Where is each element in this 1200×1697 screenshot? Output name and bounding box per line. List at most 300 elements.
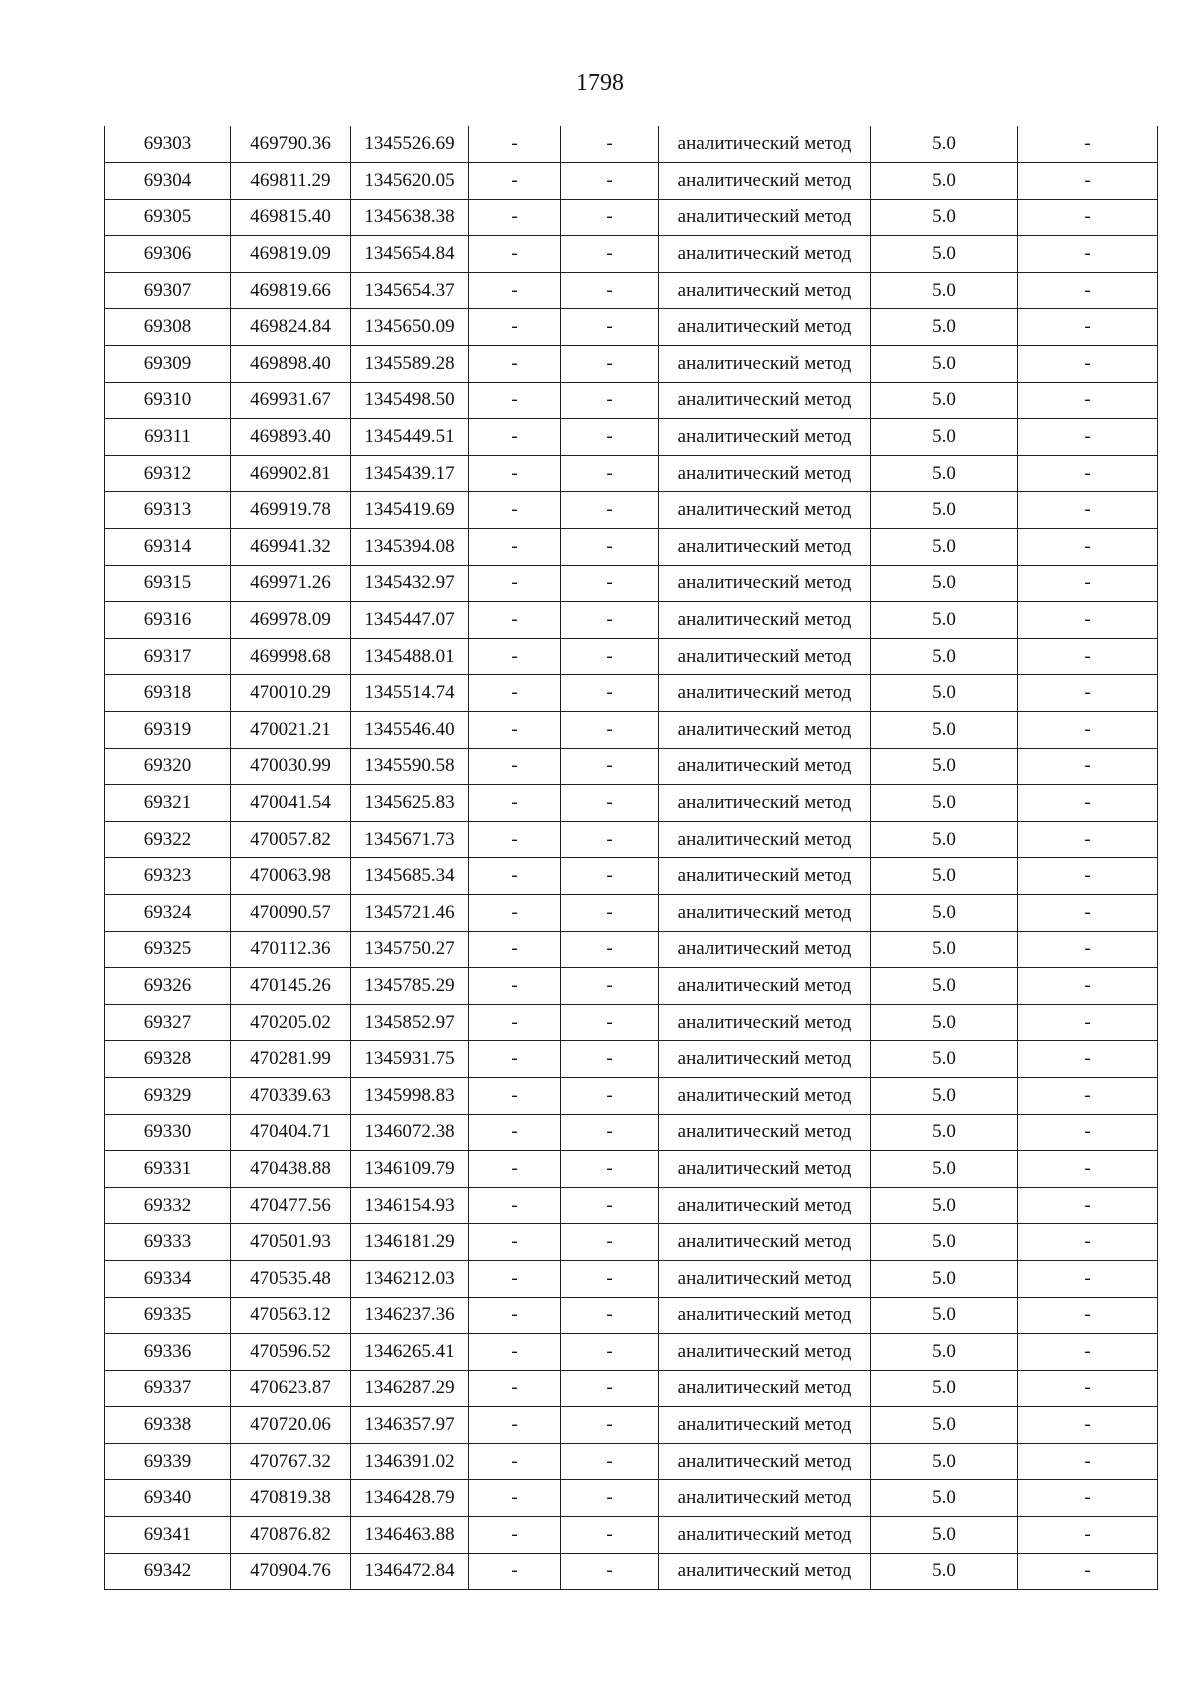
dash-cell-2: - xyxy=(561,236,659,273)
accuracy-cell: 5.0 xyxy=(871,1443,1018,1480)
y-coordinate-cell: 1345590.58 xyxy=(351,748,469,785)
y-coordinate-cell: 1345449.51 xyxy=(351,419,469,456)
dash-cell-1: - xyxy=(469,1260,561,1297)
dash-cell-1: - xyxy=(469,638,561,675)
method-cell: аналитический метод xyxy=(659,1114,871,1151)
y-coordinate-cell: 1346237.36 xyxy=(351,1297,469,1334)
y-coordinate-cell: 1345685.34 xyxy=(351,858,469,895)
point-number-cell: 69303 xyxy=(105,126,231,163)
accuracy-cell: 5.0 xyxy=(871,1334,1018,1371)
dash-cell-2: - xyxy=(561,382,659,419)
table-row xyxy=(105,199,1158,236)
x-coordinate-cell: 470563.12 xyxy=(231,1297,351,1334)
accuracy-cell: 5.0 xyxy=(871,199,1018,236)
x-coordinate-cell: 470145.26 xyxy=(231,968,351,1005)
method-cell: аналитический метод xyxy=(659,894,871,931)
dash-cell-2: - xyxy=(561,894,659,931)
dash-cell-1: - xyxy=(469,163,561,200)
accuracy-cell: 5.0 xyxy=(871,455,1018,492)
point-number-cell: 69331 xyxy=(105,1151,231,1188)
point-number-cell: 69337 xyxy=(105,1370,231,1407)
table-row xyxy=(105,492,1158,529)
accuracy-cell: 5.0 xyxy=(871,748,1018,785)
point-number-cell: 69317 xyxy=(105,638,231,675)
dash-cell-1: - xyxy=(469,1517,561,1554)
dash-cell-2: - xyxy=(561,126,659,163)
dash-cell-3: - xyxy=(1018,126,1158,163)
table-row xyxy=(105,1114,1158,1151)
point-number-cell: 69334 xyxy=(105,1260,231,1297)
y-coordinate-cell: 1345785.29 xyxy=(351,968,469,1005)
dash-cell-2: - xyxy=(561,1004,659,1041)
x-coordinate-cell: 470767.32 xyxy=(231,1443,351,1480)
accuracy-cell: 5.0 xyxy=(871,894,1018,931)
x-coordinate-cell: 470057.82 xyxy=(231,821,351,858)
x-coordinate-cell: 470720.06 xyxy=(231,1407,351,1444)
dash-cell-2: - xyxy=(561,748,659,785)
method-cell: аналитический метод xyxy=(659,346,871,383)
accuracy-cell: 5.0 xyxy=(871,236,1018,273)
dash-cell-1: - xyxy=(469,675,561,712)
accuracy-cell: 5.0 xyxy=(871,529,1018,566)
table-row xyxy=(105,272,1158,309)
dash-cell-2: - xyxy=(561,1151,659,1188)
table-row xyxy=(105,1041,1158,1078)
table-row xyxy=(105,1297,1158,1334)
accuracy-cell: 5.0 xyxy=(871,638,1018,675)
dash-cell-2: - xyxy=(561,1187,659,1224)
method-cell: аналитический метод xyxy=(659,126,871,163)
y-coordinate-cell: 1346072.38 xyxy=(351,1114,469,1151)
dash-cell-3: - xyxy=(1018,1260,1158,1297)
accuracy-cell: 5.0 xyxy=(871,858,1018,895)
dash-cell-3: - xyxy=(1018,1041,1158,1078)
accuracy-cell: 5.0 xyxy=(871,931,1018,968)
y-coordinate-cell: 1345620.05 xyxy=(351,163,469,200)
point-number-cell: 69314 xyxy=(105,529,231,566)
dash-cell-1: - xyxy=(469,419,561,456)
dash-cell-2: - xyxy=(561,931,659,968)
method-cell: аналитический метод xyxy=(659,1517,871,1554)
dash-cell-1: - xyxy=(469,1443,561,1480)
dash-cell-3: - xyxy=(1018,1004,1158,1041)
y-coordinate-cell: 1346181.29 xyxy=(351,1224,469,1261)
table-row xyxy=(105,748,1158,785)
dash-cell-3: - xyxy=(1018,602,1158,639)
y-coordinate-cell: 1346428.79 xyxy=(351,1480,469,1517)
method-cell: аналитический метод xyxy=(659,675,871,712)
method-cell: аналитический метод xyxy=(659,1297,871,1334)
y-coordinate-cell: 1345447.07 xyxy=(351,602,469,639)
table-row xyxy=(105,1224,1158,1261)
point-number-cell: 69326 xyxy=(105,968,231,1005)
method-cell: аналитический метод xyxy=(659,1224,871,1261)
method-cell: аналитический метод xyxy=(659,492,871,529)
dash-cell-2: - xyxy=(561,565,659,602)
point-number-cell: 69328 xyxy=(105,1041,231,1078)
dash-cell-3: - xyxy=(1018,455,1158,492)
dash-cell-2: - xyxy=(561,492,659,529)
y-coordinate-cell: 1345852.97 xyxy=(351,1004,469,1041)
point-number-cell: 69316 xyxy=(105,602,231,639)
dash-cell-1: - xyxy=(469,821,561,858)
method-cell: аналитический метод xyxy=(659,1334,871,1371)
table-row xyxy=(105,565,1158,602)
table-row xyxy=(105,821,1158,858)
dash-cell-1: - xyxy=(469,236,561,273)
dash-cell-3: - xyxy=(1018,1370,1158,1407)
accuracy-cell: 5.0 xyxy=(871,1077,1018,1114)
dash-cell-2: - xyxy=(561,858,659,895)
dash-cell-3: - xyxy=(1018,1187,1158,1224)
accuracy-cell: 5.0 xyxy=(871,821,1018,858)
point-number-cell: 69340 xyxy=(105,1480,231,1517)
dash-cell-1: - xyxy=(469,309,561,346)
dash-cell-3: - xyxy=(1018,1077,1158,1114)
x-coordinate-cell: 470404.71 xyxy=(231,1114,351,1151)
y-coordinate-cell: 1345498.50 xyxy=(351,382,469,419)
y-coordinate-cell: 1345998.83 xyxy=(351,1077,469,1114)
x-coordinate-cell: 469824.84 xyxy=(231,309,351,346)
table-row xyxy=(105,419,1158,456)
accuracy-cell: 5.0 xyxy=(871,602,1018,639)
dash-cell-2: - xyxy=(561,272,659,309)
table-row xyxy=(105,675,1158,712)
point-number-cell: 69332 xyxy=(105,1187,231,1224)
y-coordinate-cell: 1345439.17 xyxy=(351,455,469,492)
dash-cell-1: - xyxy=(469,1041,561,1078)
dash-cell-1: - xyxy=(469,712,561,749)
method-cell: аналитический метод xyxy=(659,565,871,602)
method-cell: аналитический метод xyxy=(659,712,871,749)
accuracy-cell: 5.0 xyxy=(871,1370,1018,1407)
dash-cell-3: - xyxy=(1018,272,1158,309)
dash-cell-3: - xyxy=(1018,565,1158,602)
point-number-cell: 69304 xyxy=(105,163,231,200)
accuracy-cell: 5.0 xyxy=(871,1297,1018,1334)
dash-cell-2: - xyxy=(561,602,659,639)
accuracy-cell: 5.0 xyxy=(871,968,1018,1005)
table-row xyxy=(105,1443,1158,1480)
point-number-cell: 69333 xyxy=(105,1224,231,1261)
method-cell: аналитический метод xyxy=(659,199,871,236)
method-cell: аналитический метод xyxy=(659,602,871,639)
dash-cell-3: - xyxy=(1018,748,1158,785)
dash-cell-2: - xyxy=(561,1077,659,1114)
dash-cell-3: - xyxy=(1018,675,1158,712)
dash-cell-3: - xyxy=(1018,712,1158,749)
table-row xyxy=(105,712,1158,749)
y-coordinate-cell: 1345526.69 xyxy=(351,126,469,163)
page-number: 1798 xyxy=(576,70,624,96)
y-coordinate-cell: 1345654.84 xyxy=(351,236,469,273)
dash-cell-3: - xyxy=(1018,785,1158,822)
point-number-cell: 69341 xyxy=(105,1517,231,1554)
y-coordinate-cell: 1346265.41 xyxy=(351,1334,469,1371)
method-cell: аналитический метод xyxy=(659,638,871,675)
table-row xyxy=(105,1370,1158,1407)
point-number-cell: 69342 xyxy=(105,1553,231,1590)
accuracy-cell: 5.0 xyxy=(871,382,1018,419)
dash-cell-3: - xyxy=(1018,638,1158,675)
dash-cell-3: - xyxy=(1018,858,1158,895)
dash-cell-1: - xyxy=(469,1077,561,1114)
dash-cell-1: - xyxy=(469,1004,561,1041)
dash-cell-2: - xyxy=(561,821,659,858)
dash-cell-1: - xyxy=(469,1151,561,1188)
table-row xyxy=(105,309,1158,346)
accuracy-cell: 5.0 xyxy=(871,163,1018,200)
method-cell: аналитический метод xyxy=(659,968,871,1005)
dash-cell-2: - xyxy=(561,529,659,566)
x-coordinate-cell: 470010.29 xyxy=(231,675,351,712)
table-row xyxy=(105,1553,1158,1590)
dash-cell-3: - xyxy=(1018,1480,1158,1517)
dash-cell-2: - xyxy=(561,1224,659,1261)
dash-cell-2: - xyxy=(561,1517,659,1554)
method-cell: аналитический метод xyxy=(659,309,871,346)
dash-cell-3: - xyxy=(1018,1334,1158,1371)
dash-cell-3: - xyxy=(1018,931,1158,968)
dash-cell-2: - xyxy=(561,309,659,346)
dash-cell-2: - xyxy=(561,1334,659,1371)
y-coordinate-cell: 1346463.88 xyxy=(351,1517,469,1554)
point-number-cell: 69319 xyxy=(105,712,231,749)
method-cell: аналитический метод xyxy=(659,1004,871,1041)
x-coordinate-cell: 470030.99 xyxy=(231,748,351,785)
dash-cell-3: - xyxy=(1018,199,1158,236)
y-coordinate-cell: 1345419.69 xyxy=(351,492,469,529)
point-number-cell: 69330 xyxy=(105,1114,231,1151)
point-number-cell: 69327 xyxy=(105,1004,231,1041)
point-number-cell: 69329 xyxy=(105,1077,231,1114)
x-coordinate-cell: 469815.40 xyxy=(231,199,351,236)
dash-cell-1: - xyxy=(469,529,561,566)
y-coordinate-cell: 1346357.97 xyxy=(351,1407,469,1444)
point-number-cell: 69315 xyxy=(105,565,231,602)
dash-cell-1: - xyxy=(469,931,561,968)
table-row xyxy=(105,1187,1158,1224)
dash-cell-2: - xyxy=(561,455,659,492)
method-cell: аналитический метод xyxy=(659,1260,871,1297)
table-row xyxy=(105,455,1158,492)
table-row xyxy=(105,382,1158,419)
accuracy-cell: 5.0 xyxy=(871,492,1018,529)
accuracy-cell: 5.0 xyxy=(871,1480,1018,1517)
accuracy-cell: 5.0 xyxy=(871,1187,1018,1224)
dash-cell-2: - xyxy=(561,712,659,749)
table-row xyxy=(105,1517,1158,1554)
point-number-cell: 69306 xyxy=(105,236,231,273)
point-number-cell: 69318 xyxy=(105,675,231,712)
dash-cell-3: - xyxy=(1018,382,1158,419)
x-coordinate-cell: 470477.56 xyxy=(231,1187,351,1224)
x-coordinate-cell: 470339.63 xyxy=(231,1077,351,1114)
dash-cell-3: - xyxy=(1018,1517,1158,1554)
x-coordinate-cell: 469893.40 xyxy=(231,419,351,456)
x-coordinate-cell: 469971.26 xyxy=(231,565,351,602)
dash-cell-3: - xyxy=(1018,1151,1158,1188)
dash-cell-2: - xyxy=(561,1553,659,1590)
accuracy-cell: 5.0 xyxy=(871,1041,1018,1078)
table-row xyxy=(105,1151,1158,1188)
dash-cell-2: - xyxy=(561,675,659,712)
dash-cell-1: - xyxy=(469,492,561,529)
accuracy-cell: 5.0 xyxy=(871,1407,1018,1444)
table-row xyxy=(105,1077,1158,1114)
y-coordinate-cell: 1345654.37 xyxy=(351,272,469,309)
dash-cell-1: - xyxy=(469,272,561,309)
point-number-cell: 69325 xyxy=(105,931,231,968)
x-coordinate-cell: 470205.02 xyxy=(231,1004,351,1041)
dash-cell-2: - xyxy=(561,1260,659,1297)
dash-cell-1: - xyxy=(469,894,561,931)
x-coordinate-cell: 470501.93 xyxy=(231,1224,351,1261)
method-cell: аналитический метод xyxy=(659,455,871,492)
point-number-cell: 69308 xyxy=(105,309,231,346)
dash-cell-1: - xyxy=(469,785,561,822)
point-number-cell: 69339 xyxy=(105,1443,231,1480)
x-coordinate-cell: 469819.09 xyxy=(231,236,351,273)
y-coordinate-cell: 1345625.83 xyxy=(351,785,469,822)
x-coordinate-cell: 470876.82 xyxy=(231,1517,351,1554)
method-cell: аналитический метод xyxy=(659,1553,871,1590)
dash-cell-1: - xyxy=(469,858,561,895)
x-coordinate-cell: 470281.99 xyxy=(231,1041,351,1078)
y-coordinate-cell: 1345931.75 xyxy=(351,1041,469,1078)
x-coordinate-cell: 469811.29 xyxy=(231,163,351,200)
x-coordinate-cell: 469978.09 xyxy=(231,602,351,639)
method-cell: аналитический метод xyxy=(659,821,871,858)
method-cell: аналитический метод xyxy=(659,529,871,566)
table-row xyxy=(105,236,1158,273)
accuracy-cell: 5.0 xyxy=(871,1260,1018,1297)
dash-cell-1: - xyxy=(469,748,561,785)
dash-cell-3: - xyxy=(1018,1443,1158,1480)
dash-cell-1: - xyxy=(469,1370,561,1407)
y-coordinate-cell: 1345488.01 xyxy=(351,638,469,675)
dash-cell-2: - xyxy=(561,1443,659,1480)
x-coordinate-cell: 470112.36 xyxy=(231,931,351,968)
point-number-cell: 69322 xyxy=(105,821,231,858)
dash-cell-1: - xyxy=(469,382,561,419)
dash-cell-2: - xyxy=(561,199,659,236)
dash-cell-1: - xyxy=(469,968,561,1005)
accuracy-cell: 5.0 xyxy=(871,1224,1018,1261)
dash-cell-2: - xyxy=(561,1407,659,1444)
y-coordinate-cell: 1346212.03 xyxy=(351,1260,469,1297)
dash-cell-1: - xyxy=(469,455,561,492)
method-cell: аналитический метод xyxy=(659,1151,871,1188)
accuracy-cell: 5.0 xyxy=(871,785,1018,822)
table-row xyxy=(105,638,1158,675)
method-cell: аналитический метод xyxy=(659,1077,871,1114)
point-number-cell: 69320 xyxy=(105,748,231,785)
method-cell: аналитический метод xyxy=(659,1480,871,1517)
table-row xyxy=(105,1334,1158,1371)
y-coordinate-cell: 1345750.27 xyxy=(351,931,469,968)
dash-cell-2: - xyxy=(561,1297,659,1334)
y-coordinate-cell: 1345650.09 xyxy=(351,309,469,346)
table-row xyxy=(105,163,1158,200)
y-coordinate-cell: 1345671.73 xyxy=(351,821,469,858)
dash-cell-3: - xyxy=(1018,1224,1158,1261)
table-row xyxy=(105,1407,1158,1444)
method-cell: аналитический метод xyxy=(659,382,871,419)
table-row xyxy=(105,602,1158,639)
table-row xyxy=(105,1260,1158,1297)
method-cell: аналитический метод xyxy=(659,931,871,968)
y-coordinate-cell: 1345394.08 xyxy=(351,529,469,566)
dash-cell-3: - xyxy=(1018,346,1158,383)
method-cell: аналитический метод xyxy=(659,236,871,273)
method-cell: аналитический метод xyxy=(659,858,871,895)
point-number-cell: 69313 xyxy=(105,492,231,529)
x-coordinate-cell: 469790.36 xyxy=(231,126,351,163)
x-coordinate-cell: 470041.54 xyxy=(231,785,351,822)
x-coordinate-cell: 469941.32 xyxy=(231,529,351,566)
table-body xyxy=(105,126,1158,1590)
y-coordinate-cell: 1346109.79 xyxy=(351,1151,469,1188)
method-cell: аналитический метод xyxy=(659,272,871,309)
point-number-cell: 69311 xyxy=(105,419,231,456)
y-coordinate-cell: 1345589.28 xyxy=(351,346,469,383)
dash-cell-3: - xyxy=(1018,419,1158,456)
x-coordinate-cell: 470535.48 xyxy=(231,1260,351,1297)
table-row xyxy=(105,1480,1158,1517)
y-coordinate-cell: 1346472.84 xyxy=(351,1553,469,1590)
accuracy-cell: 5.0 xyxy=(871,126,1018,163)
dash-cell-3: - xyxy=(1018,163,1158,200)
dash-cell-2: - xyxy=(561,968,659,1005)
dash-cell-2: - xyxy=(561,163,659,200)
point-number-cell: 69323 xyxy=(105,858,231,895)
y-coordinate-cell: 1345432.97 xyxy=(351,565,469,602)
y-coordinate-cell: 1345546.40 xyxy=(351,712,469,749)
dash-cell-2: - xyxy=(561,1370,659,1407)
x-coordinate-cell: 469898.40 xyxy=(231,346,351,383)
x-coordinate-cell: 469902.81 xyxy=(231,455,351,492)
y-coordinate-cell: 1345721.46 xyxy=(351,894,469,931)
accuracy-cell: 5.0 xyxy=(871,1114,1018,1151)
dash-cell-1: - xyxy=(469,346,561,383)
x-coordinate-cell: 469919.78 xyxy=(231,492,351,529)
dash-cell-3: - xyxy=(1018,968,1158,1005)
point-number-cell: 69336 xyxy=(105,1334,231,1371)
accuracy-cell: 5.0 xyxy=(871,419,1018,456)
x-coordinate-cell: 470090.57 xyxy=(231,894,351,931)
method-cell: аналитический метод xyxy=(659,419,871,456)
method-cell: аналитический метод xyxy=(659,1443,871,1480)
x-coordinate-cell: 469931.67 xyxy=(231,382,351,419)
dash-cell-3: - xyxy=(1018,236,1158,273)
dash-cell-1: - xyxy=(469,1297,561,1334)
accuracy-cell: 5.0 xyxy=(871,1553,1018,1590)
coordinates-table xyxy=(104,126,1158,1590)
dash-cell-3: - xyxy=(1018,529,1158,566)
accuracy-cell: 5.0 xyxy=(871,1517,1018,1554)
method-cell: аналитический метод xyxy=(659,1370,871,1407)
dash-cell-1: - xyxy=(469,1114,561,1151)
method-cell: аналитический метод xyxy=(659,1407,871,1444)
x-coordinate-cell: 470623.87 xyxy=(231,1370,351,1407)
method-cell: аналитический метод xyxy=(659,785,871,822)
method-cell: аналитический метод xyxy=(659,1041,871,1078)
table-row xyxy=(105,968,1158,1005)
dash-cell-2: - xyxy=(561,1480,659,1517)
method-cell: аналитический метод xyxy=(659,163,871,200)
y-coordinate-cell: 1345514.74 xyxy=(351,675,469,712)
